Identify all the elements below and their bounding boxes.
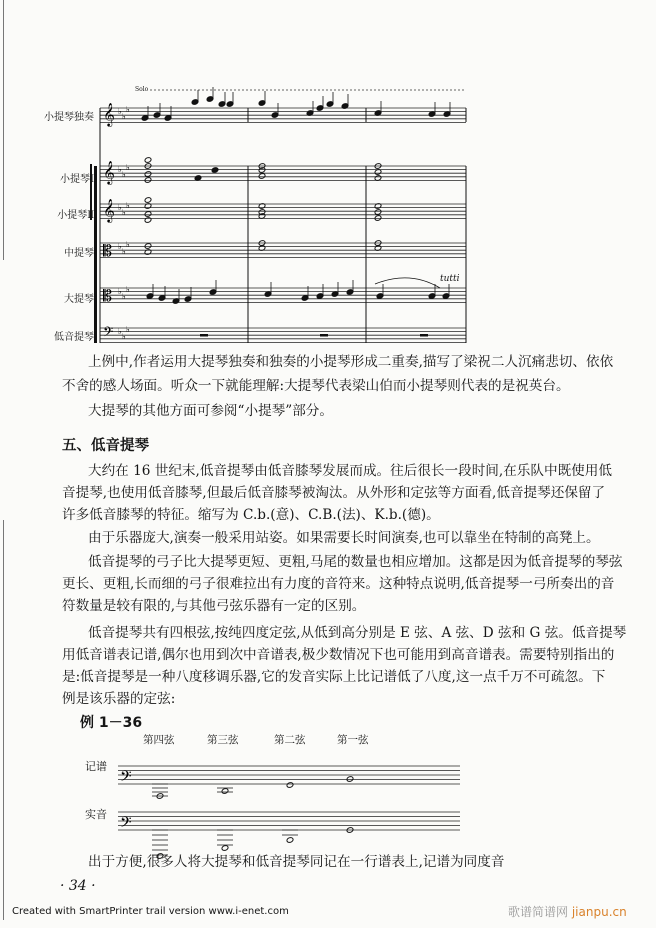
flat-icon: ♭ (126, 163, 130, 172)
paragraph-line: 大约在 16 世纪末,低音提琴由低音膝琴发展而成。往后很长一段时间,在乐队中既使用低 (88, 463, 612, 479)
tutti-mark: tutti (440, 274, 460, 284)
flat-icon: ♭ (126, 325, 130, 334)
flat-icon: ♭ (118, 203, 122, 212)
string-label-1: 第一弦 (337, 734, 369, 746)
example-label: 例 1－36 (80, 715, 143, 731)
treble-clef-icon: 𝄞 (103, 160, 115, 184)
row-label-sounding: 实音 (85, 808, 107, 821)
footer-credit: Created with SmartPrinter trail version www.i-enet.com (12, 906, 289, 917)
flat-icon: ♭ (122, 208, 126, 217)
paragraph-line: 用低音谱表记谱,偶尔也用到次中音谱表,极少数情况下也可能用到高音谱表。需要特别指出的 (62, 647, 615, 663)
chord-note (144, 243, 152, 250)
note-g (346, 776, 354, 783)
string-label-4: 第四弦 (143, 734, 175, 746)
string-bracket (94, 166, 97, 343)
paragraph-line: 例是该乐器的定弦: (62, 691, 176, 707)
flat-icon: ♭ (126, 285, 130, 294)
bass-clef-icon: 𝄢 (120, 814, 132, 835)
staff-label-violin-1: 小提琴Ⅰ (60, 174, 94, 185)
chord-note (144, 197, 152, 204)
chord-note (144, 157, 152, 164)
staff-label-violin-2: 小提琴Ⅱ (57, 210, 94, 221)
flat-icon: ♭ (118, 327, 122, 336)
flat-icon: ♭ (122, 112, 126, 121)
whole-rest (200, 334, 208, 337)
treble-clef-icon: 𝄞 (103, 198, 115, 222)
flat-icon: ♭ (118, 165, 122, 174)
flat-icon: ♭ (126, 240, 130, 249)
treble-clef-icon: 𝄞 (103, 102, 115, 126)
note-d (286, 837, 294, 844)
flat-icon: ♭ (118, 242, 122, 251)
chord-note (144, 171, 152, 178)
paragraph-line: 不舍的感人场面。听众一下就能理解:大提琴代表梁山伯而小提琴则代表的是祝英台。 (62, 378, 570, 394)
chord-note (374, 209, 382, 216)
paragraph-line: 符数量是较有限的,与其他弓弦乐器有一定的区别。 (62, 598, 366, 614)
paragraph-line: 低音提琴的弓子比大提琴更短、更粗,马尾的数量也相应增加。这都是因为低音提琴的琴弦 (88, 554, 623, 570)
paragraph-line: 由于乐器庞大,演奏一般采用站姿。如果需要长时间演奏,也可以靠坐在特制的高凳上。 (88, 530, 600, 546)
whole-rest (320, 334, 328, 337)
alto-clef-icon: 𝄡 (103, 286, 112, 305)
flat-icon: ♭ (122, 292, 126, 301)
paragraph-line: 大提琴的其他方面可参阅“小提琴”部分。 (88, 403, 333, 419)
bass-clef-icon: 𝄢 (120, 768, 132, 789)
tremolo-note (211, 167, 219, 174)
watermark (508, 903, 627, 920)
chord-note (144, 249, 152, 256)
note-a (221, 788, 229, 795)
staff-label-solo-violin: 小提琴独奏 (44, 112, 94, 123)
paragraph-line: 更长、更粗,长而细的弓子很难拉出有力度的音符来。这种特点说明,低音提琴一弓所奏出的音 (62, 576, 615, 592)
section-heading: 五、低音提琴 (62, 438, 149, 454)
staff-label-cello: 大提琴 (64, 294, 94, 305)
flat-icon: ♭ (122, 247, 126, 256)
page-number: · 34 · (60, 878, 96, 894)
row-label-written: 记谱 (85, 760, 107, 773)
alto-clef-icon: 𝄡 (103, 241, 112, 260)
string-label-3: 第三弦 (207, 734, 239, 746)
flat-icon: ♭ (118, 107, 122, 116)
watermark-en: jianpu.cn (571, 905, 627, 919)
paragraph-line: 音提琴,也使用低音膝琴,但最后低音膝琴被淘汰。从外形和定弦等方面看,低音提琴还保留了 (62, 485, 606, 501)
chord-note (144, 217, 152, 224)
string-label-2: 第二弦 (274, 734, 306, 746)
note-d (286, 782, 294, 789)
flat-icon: ♭ (122, 332, 126, 341)
flat-icon: ♭ (122, 170, 126, 179)
flat-icon: ♭ (126, 105, 130, 114)
bass-clef-icon: 𝄢 (103, 324, 114, 343)
staff-label-double-bass: 低音提琴 (54, 332, 94, 343)
flat-icon: ♭ (126, 201, 130, 210)
whole-rest (420, 334, 428, 337)
staff-label-viola: 中提琴 (64, 248, 94, 259)
chord-note (258, 173, 266, 180)
slur (375, 278, 440, 288)
watermark-cn: 歌谱简谱网 (508, 905, 569, 919)
paragraph-line: 许多低音膝琴的特征。缩写为 C.b.(意)、C.B.(法)、K.b.(德)。 (62, 507, 440, 523)
flat-icon: ♭ (118, 287, 122, 296)
note-a (221, 845, 229, 852)
chord-note (144, 211, 152, 218)
paragraph-line: 是:低音提琴是一种八度移调乐器,它的发音实际上比记谱低了八度,这一点千万不可疏忽。下 (62, 669, 606, 685)
paragraph-line: 低音提琴共有四根弦,按纯四度定弦,从低到高分别是 E 弦、A 弦、D 弦和 G 弦。低音提琴 (88, 625, 627, 641)
paragraph-line: 上例中,作者运用大提琴独奏和独奏的小提琴形成二重奏,描写了梁祝二人沉痛悲切、依依 (88, 354, 614, 370)
paragraph-line: 出于方便,很多人将大提琴和低音提琴同记在一行谱表上,记谱为同度音 (88, 854, 505, 870)
tempo-mark: Solo (135, 86, 149, 93)
